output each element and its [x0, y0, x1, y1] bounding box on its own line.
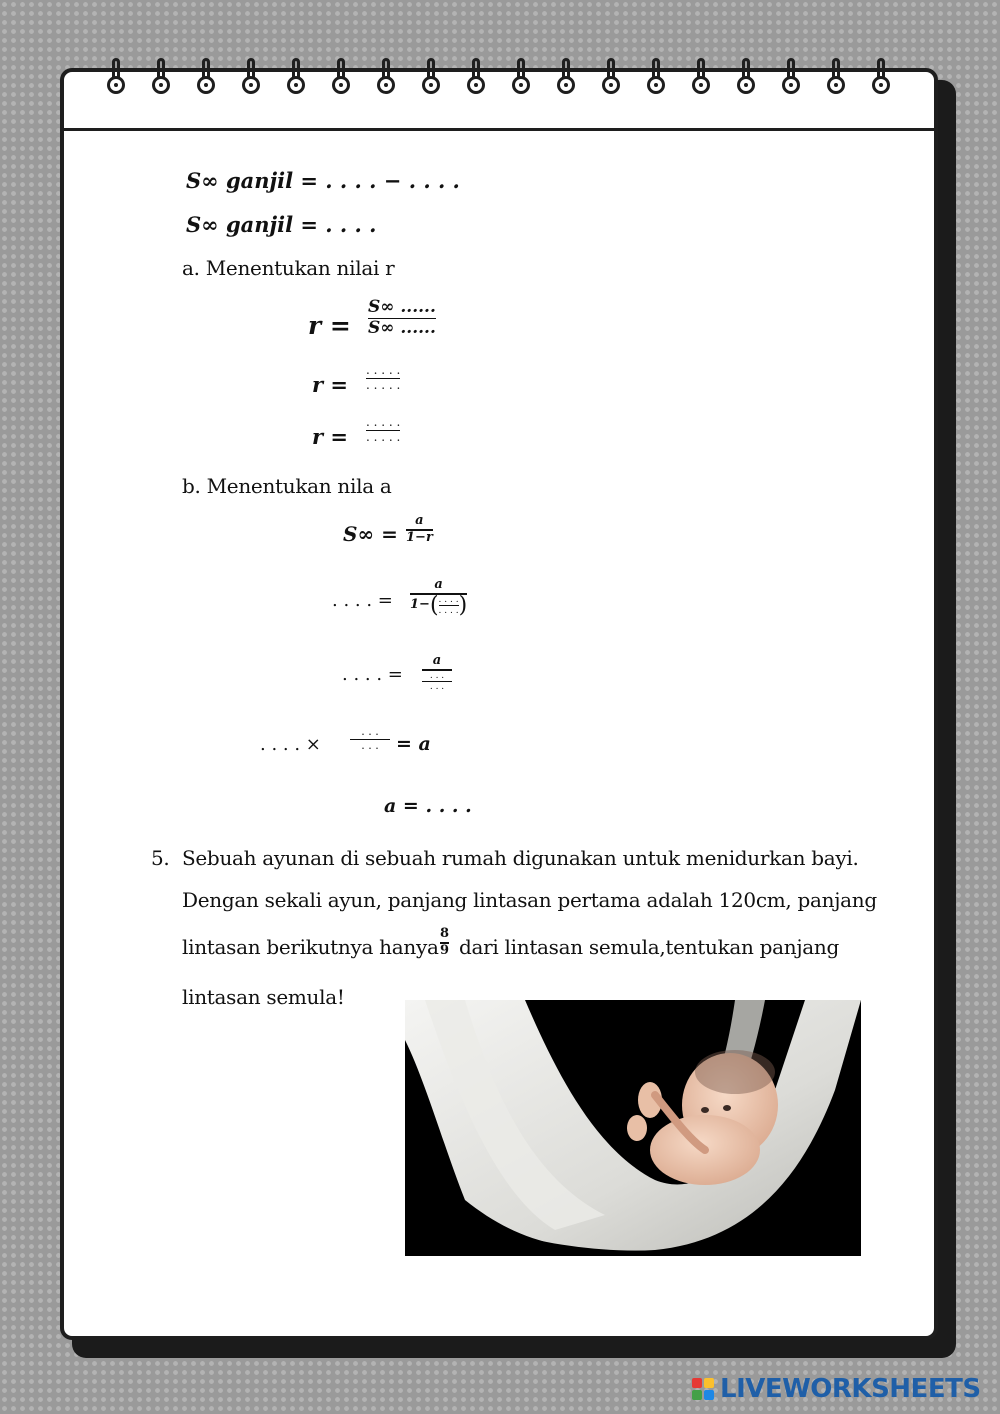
b-eq2-numerator: a: [434, 577, 443, 592]
r-fraction-3: [366, 416, 400, 445]
part-b-heading: b. Menentukan nila a: [182, 474, 392, 498]
b-eq1-lhs: S∞ =: [343, 522, 398, 546]
b-eq2-inner-numerator: . . . .: [438, 594, 459, 605]
b-eq2-inner-fraction: [439, 595, 459, 617]
b-eq3-denominator: [422, 671, 452, 693]
r-fraction-1-denominator: S∞ ......: [368, 318, 436, 339]
b-eq3-mid: . . .: [429, 670, 445, 681]
open-paren: (: [429, 592, 439, 618]
b-eq2-fraction: [410, 578, 467, 617]
question-5-line-2: Dengan sekali ayun, panjang lintasan pertama adalah 120cm, panjang: [182, 888, 877, 912]
b-eq4-rhs: = a: [396, 733, 431, 755]
b-eq4-denominator: . . .: [361, 739, 379, 753]
r-lhs-1: r =: [308, 311, 351, 340]
r-fraction-2-numerator: . . . . .: [366, 363, 401, 377]
r-lhs-3: r =: [312, 424, 348, 449]
b-eq4-lhs: . . . . ×: [260, 734, 321, 755]
r-fraction-2-denominator: . . . . .: [366, 378, 401, 393]
question-5-line-1: Sebuah ayunan di sebuah rumah digunakan untuk menidurkan bayi.: [182, 846, 859, 870]
logo-square: [704, 1390, 714, 1400]
b-eq4-numerator: . . .: [361, 725, 379, 738]
r-lhs-2: r =: [312, 372, 348, 397]
logo-square: [692, 1378, 702, 1388]
question-5-line-3-pre: lintasan berikutnya hanya: [182, 935, 439, 959]
liveworksheets-logo-mark: [692, 1378, 714, 1400]
logo-square: [692, 1390, 702, 1400]
r-fraction-1: [368, 298, 436, 339]
r-fraction-2: [366, 364, 400, 393]
liveworksheets-logo: [692, 1373, 981, 1405]
b-eq5: a = . . . .: [384, 795, 472, 817]
b-eq1-denominator: 1−r: [406, 529, 433, 545]
b-eq1-fraction: [406, 514, 433, 545]
liveworksheets-wordmark: LIVEWORKSHEETS: [720, 1374, 981, 1404]
sinf-ganjil-equation-1: S∞ ganjil = . . . . − . . . .: [186, 168, 460, 193]
r-fraction-1-numerator: S∞ ......: [368, 297, 436, 317]
logo-square: [704, 1378, 714, 1388]
b-eq2-lhs: . . . . =: [332, 590, 393, 611]
header-rule: [64, 128, 934, 131]
r-fraction-3-denominator: . . . . .: [366, 430, 401, 445]
question-5-fraction: [440, 927, 449, 958]
b-eq3-fraction: [422, 654, 452, 692]
baby-hammock-illustration: [405, 1000, 861, 1256]
b-eq3-den: . . .: [429, 681, 445, 692]
b-eq1-numerator: a: [415, 513, 424, 528]
question-5-fraction-numerator: 8: [440, 926, 450, 941]
r-fraction-3-numerator: . . . . .: [366, 415, 401, 429]
baby-hammock-photo: [405, 1000, 861, 1256]
b-eq4-fraction: [350, 726, 390, 753]
close-paren: ): [458, 592, 468, 618]
question-5-fraction-denominator: 9: [440, 942, 450, 958]
b-eq2-denominator: [410, 592, 468, 618]
sinf-ganjil-equation-2: S∞ ganjil = . . . .: [186, 212, 377, 237]
part-a-heading: a. Menentukan nilai r: [182, 256, 395, 280]
question-5-line-4: lintasan semula!: [182, 985, 345, 1009]
b-eq3-lhs: . . . . =: [342, 664, 403, 685]
b-eq3-numerator: a: [432, 653, 442, 668]
b-eq2-den-prefix: 1−: [410, 597, 430, 613]
question-5-line-3-post: dari lintasan semula,tentukan panjang: [459, 935, 839, 959]
question-5-number: 5.: [151, 846, 170, 870]
b-eq2-inner-denominator: . . . .: [438, 606, 459, 617]
